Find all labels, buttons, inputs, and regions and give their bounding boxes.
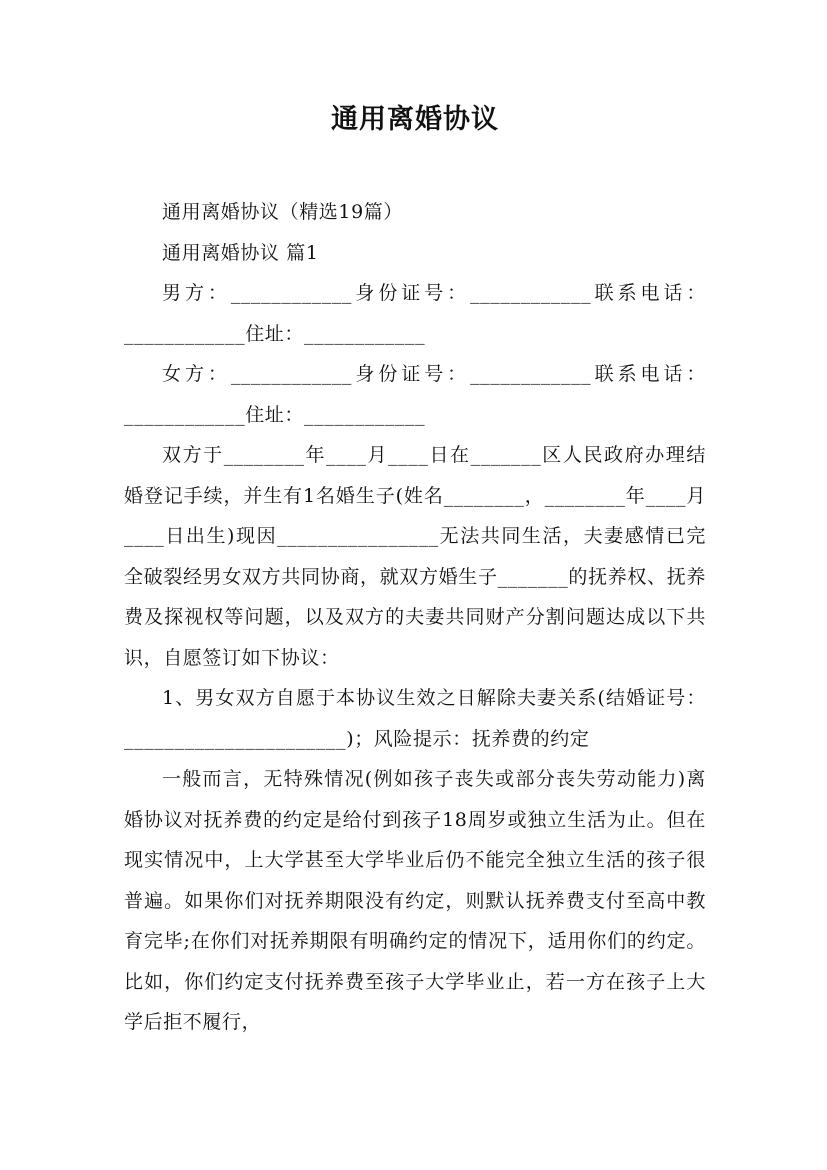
paragraph-clause-1: 1、男女双方自愿于本协议生效之日解除夫妻关系(结婚证号：______________________)；风险提示：抚养费的约定 <box>124 687 706 750</box>
paragraph-subtitle: 通用离婚协议（精选19篇） <box>162 201 403 223</box>
paragraph-risk-note: 一般而言，无特殊情况(例如孩子丧失或部分丧失劳动能力)离婚协议对抚养费的约定是给付到孩子18周岁或独立生活为止。但在现实情况中，上大学甚至大学毕业后仍不能完全独立生活的孩子很普遍。如果你们对抚养期限没有约定，则默认抚养费支付至高中教育完毕;在你们对抚养期限有明确约定的情况下，适用你们的约定。比如，你们约定支付抚养费至孩子大学毕业止，若一方在孩子上大学后拒不履行， <box>124 768 706 1033</box>
paragraph-section-heading: 通用离婚协议 篇1 <box>162 241 319 264</box>
paragraph-female-party: 女方：____________身份证号：____________联系电话：____________住址：____________ <box>124 363 706 426</box>
paragraph-marriage-background: 双方于________年____月____日在_______区人民政府办理结婚登记手续，并生有1名婚生子(姓名________，________年____月____日出生)现因________________无法共同生活，夫妻感情已完全破裂经男女双方共同协商，就双方婚生子_______的抚养权、抚养费及探视权等问题，以及双方的夫妻共同财产分割问题达成以下共识，自愿签订如下协议： <box>124 444 706 669</box>
document-title: 通用离婚协议 <box>331 104 499 135</box>
document-body <box>124 192 706 1043</box>
paragraph-male-party: 男方：____________身份证号：____________联系电话：____________住址：____________ <box>124 282 706 345</box>
